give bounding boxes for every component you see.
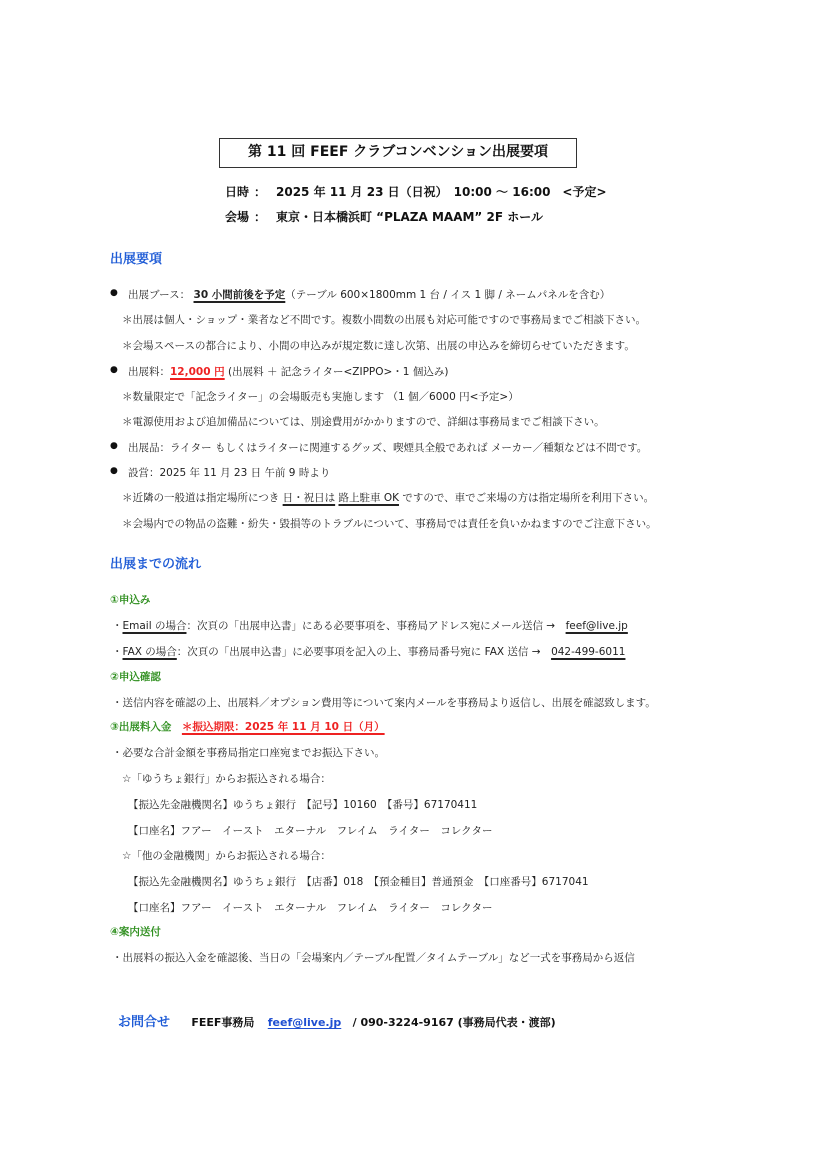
date-colon: ： bbox=[254, 185, 267, 199]
date-value: 2025 年 11 月 23 日（日祝） 10:00 ～ 16:00 <予定> bbox=[276, 185, 607, 199]
venue-colon: ： bbox=[254, 210, 267, 224]
yucho-name-line: 【口座名】フアー イースト エターナル フレイム ライター コレクター bbox=[128, 825, 493, 837]
step4-title: ④案内送付 bbox=[110, 926, 161, 938]
email-label: Email の場合 bbox=[122, 620, 187, 632]
other-bank-heading: ☆「他の金融機関」からお振込される場合： bbox=[122, 850, 331, 862]
holiday-text: 日・祝日は bbox=[282, 492, 336, 504]
setup-note-1: ＊近隣の一般道は指定場所につき 日・祝日は 路上駐車 OK ですので、車でご来場の方は指定場所を利用下さい。 bbox=[122, 492, 655, 504]
fee-line bbox=[128, 364, 448, 379]
other-bank-account-line: 【振込先金融機関名】ゆうちょ銀行 【店番】018 【預金種目】普通預金 【口座番号】6717041 bbox=[128, 876, 589, 888]
fee-label: 出展料： bbox=[128, 366, 170, 378]
outline-heading: 出展要項 bbox=[110, 252, 163, 267]
email-address[interactable]: feef@live.jp bbox=[565, 620, 628, 632]
fee-note-2: ＊電源使用および追加備品については、別途費用がかかりますので、詳細は事務局までご相談下さい。 bbox=[122, 416, 605, 428]
fee-note-1: ＊数量限定で「記念ライター」の会場販売も実施します （1 個／6000 円<予定>） bbox=[122, 391, 519, 403]
step4-text: ・出展料の振込入金を確認後、当日の「会場案内／テーブル配置／タイムテーブル」など一式を事務局から返信 bbox=[112, 952, 635, 964]
date-line bbox=[0, 183, 821, 201]
step3-text: ・必要な合計金額を事務局指定口座宛までお振込下さい。 bbox=[112, 747, 385, 759]
date-label: 日時 bbox=[225, 185, 250, 199]
booth-note-1: ＊出展は個人・ショップ・業者など不問です。複数小間数の出展も対応可能ですので事務局までご相談下さい。 bbox=[122, 314, 646, 326]
email-line: ・Email の場合：次頁の「出展申込書」にある必要事項を、事務局アドレス宛にメール送信 → feef@live.jp bbox=[112, 620, 628, 632]
setup-note-2: ＊会場内での物品の盗難・紛失・毀損等のトラブルについて、事務局では責任を負いかねますのでご注意下さい。 bbox=[122, 518, 657, 530]
booth-label: 出展ブース： bbox=[128, 289, 191, 301]
flow-heading: 出展までの流れ bbox=[110, 557, 202, 572]
yucho-heading: ☆「ゆうちょ銀行」からお振込される場合： bbox=[122, 773, 331, 785]
venue-label: 会場 bbox=[225, 210, 250, 224]
booth-count: 30 小間前後を予定 bbox=[193, 289, 286, 301]
fax-number: 042-499-6011 bbox=[551, 646, 626, 658]
fax-label: FAX の場合 bbox=[122, 646, 177, 658]
setup-line: ● 設営：2025 年 11 月 23 日 午前 9 時より bbox=[128, 465, 330, 480]
contact-phone: / 090-3224-9167 (事務局代表・渡部) bbox=[352, 1016, 556, 1029]
contact-email[interactable]: feef@live.jp bbox=[267, 1016, 342, 1029]
step1-title: ①申込み bbox=[110, 594, 151, 606]
booth-note-2: ＊会場スペースの都合により、小間の申込みが規定数に達し次第、出展の申込みを締切らせていただきます。 bbox=[122, 340, 635, 352]
parking-ok-text: 路上駐車 OK bbox=[338, 492, 399, 504]
fee-detail: (出展料 ＋ 記念ライター<ZIPPO>・1 個込み) bbox=[228, 366, 449, 378]
page-title: 第 11 回 FEEF クラブコンベンション出展要項 bbox=[219, 138, 577, 168]
contact-line bbox=[118, 1011, 556, 1030]
items-line: ● 出展品：ライター もしくはライターに関連するグッズ、喫煙具全般であれば メーカー／種類などは不問です。 bbox=[128, 440, 647, 455]
contact-office: FEEF事務局 bbox=[191, 1016, 255, 1029]
booth-detail: （テーブル 600×1800mm 1 台 / イス 1 脚 / ネームパネルを含む） bbox=[285, 289, 611, 301]
step3-header bbox=[110, 719, 385, 734]
venue-value: 東京・日本橋浜町 “PLAZA MAAM” 2F ホール bbox=[276, 210, 543, 224]
fax-line: ・FAX の場合：次頁の「出展申込書」に必要事項を記入の上、事務局番号宛に FAX 送信 → 042-499-6011 bbox=[112, 646, 626, 658]
venue-line bbox=[0, 208, 821, 226]
step3-title: ③出展料入金 bbox=[110, 721, 172, 733]
yucho-account-line: 【振込先金融機関名】ゆうちょ銀行 【記号】10160 【番号】67170411 bbox=[128, 799, 478, 811]
fee-amount: 12,000 円 bbox=[170, 366, 225, 378]
booth-line bbox=[128, 287, 610, 302]
other-bank-name-line: 【口座名】フアー イースト エターナル フレイム ライター コレクター bbox=[128, 902, 493, 914]
step2-title: ②申込確認 bbox=[110, 671, 161, 683]
contact-label: お問合せ bbox=[118, 1015, 171, 1030]
step2-text: ・送信内容を確認の上、出展料／オプション費用等について案内メールを事務局より返信し、出展を確認致します。 bbox=[112, 697, 656, 709]
payment-deadline: ＊振込期限：2025 年 11 月 10 日（月） bbox=[181, 721, 385, 733]
